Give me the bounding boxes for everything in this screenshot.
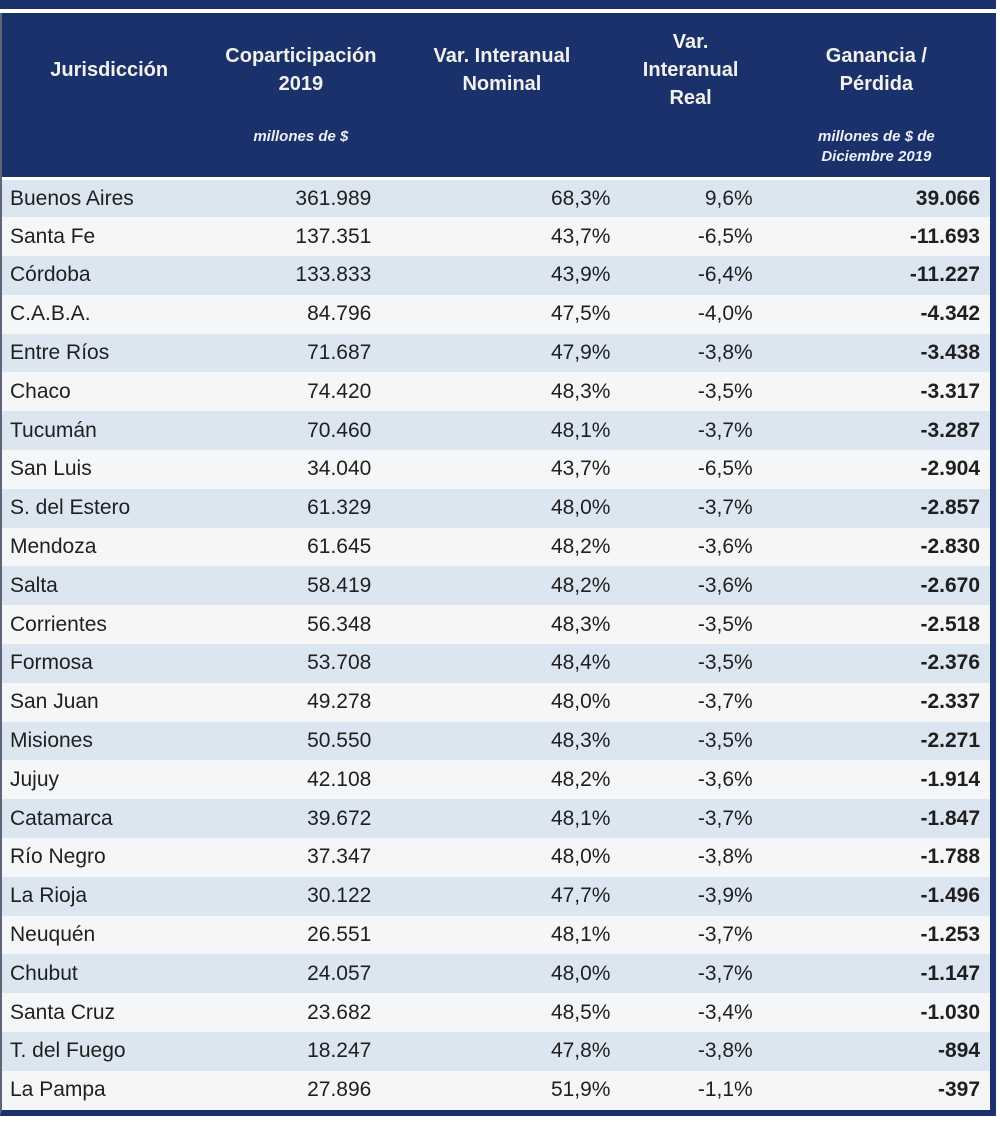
table-row <box>2 411 990 450</box>
table-row <box>2 1032 990 1071</box>
cell-var-nominal: 48,4% <box>385 644 618 683</box>
cell-coparticipacion: 23.682 <box>216 993 385 1032</box>
cell-var-real: -3,5% <box>618 722 762 761</box>
cell-var-real: -3,9% <box>618 877 762 916</box>
cell-coparticipacion: 37.347 <box>216 838 385 877</box>
table-header <box>2 13 990 179</box>
cell-var-real: -3,6% <box>618 566 762 605</box>
cell-var-nominal: 48,1% <box>385 799 618 838</box>
table-row <box>2 993 990 1032</box>
cell-var-nominal: 48,3% <box>385 605 618 644</box>
cell-jurisdiccion: La Pampa <box>2 1071 216 1110</box>
cell-var-real: -3,5% <box>618 644 762 683</box>
cell-ganancia-perdida: -4.342 <box>763 295 990 334</box>
cell-var-nominal: 48,3% <box>385 722 618 761</box>
cell-jurisdiccion: San Juan <box>2 683 216 722</box>
cell-var-real: -3,8% <box>618 334 762 373</box>
cell-coparticipacion: 137.351 <box>216 217 385 256</box>
table-row <box>2 566 990 605</box>
cell-coparticipacion: 71.687 <box>216 334 385 373</box>
cell-jurisdiccion: Santa Fe <box>2 217 216 256</box>
cell-ganancia-perdida: -894 <box>763 1032 990 1071</box>
cell-var-real: -3,8% <box>618 1032 762 1071</box>
table-row <box>2 256 990 295</box>
cell-coparticipacion: 26.551 <box>216 916 385 955</box>
cell-ganancia-perdida: -1.253 <box>763 916 990 955</box>
table-row <box>2 334 990 373</box>
cell-coparticipacion: 133.833 <box>216 256 385 295</box>
cell-var-nominal: 47,9% <box>385 334 618 373</box>
table-row <box>2 683 990 722</box>
cell-var-real: -6,4% <box>618 256 762 295</box>
cell-ganancia-perdida: -3.287 <box>763 411 990 450</box>
table-row <box>2 838 990 877</box>
cell-coparticipacion: 27.896 <box>216 1071 385 1110</box>
cell-ganancia-perdida: -2.830 <box>763 528 990 567</box>
cell-var-real: -6,5% <box>618 450 762 489</box>
cell-var-real: -1,1% <box>618 1071 762 1110</box>
cell-ganancia-perdida: -3.317 <box>763 372 990 411</box>
cell-var-real: -3,7% <box>618 799 762 838</box>
table-row <box>2 954 990 993</box>
table-row <box>2 1071 990 1110</box>
col-header-coparticipacion <box>216 13 385 179</box>
cell-jurisdiccion: C.A.B.A. <box>2 295 216 334</box>
cell-var-nominal: 48,2% <box>385 528 618 567</box>
cell-ganancia-perdida: -2.271 <box>763 722 990 761</box>
col-header-coparticipacion-label: Coparticipación 2019 <box>225 45 377 95</box>
cell-coparticipacion: 74.420 <box>216 372 385 411</box>
cell-var-real: -3,7% <box>618 411 762 450</box>
cell-jurisdiccion: Jujuy <box>2 760 216 799</box>
cell-jurisdiccion: Formosa <box>2 644 216 683</box>
table-row <box>2 179 990 218</box>
cell-coparticipacion: 361.989 <box>216 179 385 218</box>
table-row <box>2 217 990 256</box>
cell-var-real: -3,6% <box>618 760 762 799</box>
cell-var-real: -3,5% <box>618 605 762 644</box>
cell-ganancia-perdida: -2.670 <box>763 566 990 605</box>
cell-ganancia-perdida: -1.847 <box>763 799 990 838</box>
cell-var-nominal: 48,1% <box>385 916 618 955</box>
cell-var-nominal: 43,7% <box>385 450 618 489</box>
cell-ganancia-perdida: -1.496 <box>763 877 990 916</box>
cell-jurisdiccion: Mendoza <box>2 528 216 567</box>
cell-var-nominal: 43,7% <box>385 217 618 256</box>
cell-coparticipacion: 58.419 <box>216 566 385 605</box>
cell-coparticipacion: 61.329 <box>216 489 385 528</box>
cell-coparticipacion: 30.122 <box>216 877 385 916</box>
cell-coparticipacion: 18.247 <box>216 1032 385 1071</box>
table-row <box>2 644 990 683</box>
cell-ganancia-perdida: -1.788 <box>763 838 990 877</box>
cell-var-real: 9,6% <box>618 179 762 218</box>
cell-var-nominal: 47,8% <box>385 1032 618 1071</box>
cell-jurisdiccion: La Rioja <box>2 877 216 916</box>
col-header-coparticipacion-sublabel: millones de $ <box>253 128 349 145</box>
table-row <box>2 916 990 955</box>
cell-jurisdiccion: Entre Ríos <box>2 334 216 373</box>
cell-coparticipacion: 53.708 <box>216 644 385 683</box>
cell-coparticipacion: 50.550 <box>216 722 385 761</box>
cell-coparticipacion: 39.672 <box>216 799 385 838</box>
col-header-var-real <box>618 13 762 179</box>
top-border-bar <box>0 0 996 9</box>
cell-jurisdiccion: Salta <box>2 566 216 605</box>
cell-jurisdiccion: Santa Cruz <box>2 993 216 1032</box>
cell-var-nominal: 48,0% <box>385 838 618 877</box>
cell-ganancia-perdida: -2.904 <box>763 450 990 489</box>
table-row <box>2 489 990 528</box>
cell-jurisdiccion: Buenos Aires <box>2 179 216 218</box>
cell-ganancia-perdida: -2.376 <box>763 644 990 683</box>
cell-ganancia-perdida: -397 <box>763 1071 990 1110</box>
cell-var-nominal: 47,7% <box>385 877 618 916</box>
cell-ganancia-perdida: -2.518 <box>763 605 990 644</box>
cell-ganancia-perdida: -2.857 <box>763 489 990 528</box>
cell-var-real: -4,0% <box>618 295 762 334</box>
cell-var-nominal: 48,2% <box>385 760 618 799</box>
cell-var-real: -3,6% <box>618 528 762 567</box>
col-header-var-nominal-label: Var. Interanual Nominal <box>433 45 571 95</box>
col-header-ganancia-perdida-sublabel: millones de $ de Diciembre 2019 <box>818 128 935 166</box>
cell-var-real: -3,7% <box>618 916 762 955</box>
cell-var-real: -3,4% <box>618 993 762 1032</box>
table-row <box>2 528 990 567</box>
cell-var-real: -3,7% <box>618 489 762 528</box>
cell-coparticipacion: 84.796 <box>216 295 385 334</box>
table-row <box>2 877 990 916</box>
cell-jurisdiccion: Río Negro <box>2 838 216 877</box>
cell-jurisdiccion: Misiones <box>2 722 216 761</box>
cell-var-real: -3,7% <box>618 683 762 722</box>
cell-jurisdiccion: Catamarca <box>2 799 216 838</box>
col-header-var-nominal <box>385 13 618 179</box>
table-row <box>2 295 990 334</box>
cell-ganancia-perdida: -1.914 <box>763 760 990 799</box>
cell-var-nominal: 43,9% <box>385 256 618 295</box>
cell-coparticipacion: 70.460 <box>216 411 385 450</box>
cell-var-nominal: 48,1% <box>385 411 618 450</box>
col-header-jurisdiccion <box>2 13 216 179</box>
cell-var-nominal: 48,0% <box>385 954 618 993</box>
cell-var-nominal: 51,9% <box>385 1071 618 1110</box>
cell-ganancia-perdida: -1.147 <box>763 954 990 993</box>
cell-coparticipacion: 56.348 <box>216 605 385 644</box>
data-table <box>2 13 990 1110</box>
cell-jurisdiccion: Córdoba <box>2 256 216 295</box>
table-row <box>2 605 990 644</box>
cell-coparticipacion: 24.057 <box>216 954 385 993</box>
cell-var-real: -6,5% <box>618 217 762 256</box>
cell-jurisdiccion: San Luis <box>2 450 216 489</box>
cell-var-nominal: 48,3% <box>385 372 618 411</box>
cell-ganancia-perdida: 39.066 <box>763 179 990 218</box>
cell-var-nominal: 48,5% <box>385 993 618 1032</box>
col-header-ganancia-perdida-label: Ganancia / Pérdida <box>825 45 927 95</box>
cell-jurisdiccion: Tucumán <box>2 411 216 450</box>
table-body <box>2 179 990 1110</box>
cell-var-nominal: 47,5% <box>385 295 618 334</box>
cell-jurisdiccion: Corrientes <box>2 605 216 644</box>
header-row <box>2 13 990 179</box>
cell-ganancia-perdida: -3.438 <box>763 334 990 373</box>
col-header-jurisdiccion-label: Jurisdicción <box>50 59 169 81</box>
cell-jurisdiccion: Chaco <box>2 372 216 411</box>
col-header-var-real-label: Var. Interanual Real <box>642 31 739 109</box>
cell-coparticipacion: 61.645 <box>216 528 385 567</box>
cell-ganancia-perdida: -11.227 <box>763 256 990 295</box>
cell-var-real: -3,5% <box>618 372 762 411</box>
table-row <box>2 722 990 761</box>
cell-jurisdiccion: S. del Estero <box>2 489 216 528</box>
cell-jurisdiccion: T. del Fuego <box>2 1032 216 1071</box>
table-row <box>2 760 990 799</box>
cell-var-nominal: 48,0% <box>385 683 618 722</box>
cell-var-real: -3,7% <box>618 954 762 993</box>
col-header-ganancia-perdida <box>763 13 990 179</box>
cell-ganancia-perdida: -1.030 <box>763 993 990 1032</box>
cell-var-nominal: 48,0% <box>385 489 618 528</box>
table-row <box>2 450 990 489</box>
cell-ganancia-perdida: -2.337 <box>763 683 990 722</box>
cell-var-nominal: 68,3% <box>385 179 618 218</box>
cell-coparticipacion: 42.108 <box>216 760 385 799</box>
cell-jurisdiccion: Chubut <box>2 954 216 993</box>
cell-var-real: -3,8% <box>618 838 762 877</box>
table-row <box>2 799 990 838</box>
cell-coparticipacion: 34.040 <box>216 450 385 489</box>
cell-jurisdiccion: Neuquén <box>2 916 216 955</box>
cell-var-nominal: 48,2% <box>385 566 618 605</box>
table-row <box>2 372 990 411</box>
cell-ganancia-perdida: -11.693 <box>763 217 990 256</box>
cell-coparticipacion: 49.278 <box>216 683 385 722</box>
